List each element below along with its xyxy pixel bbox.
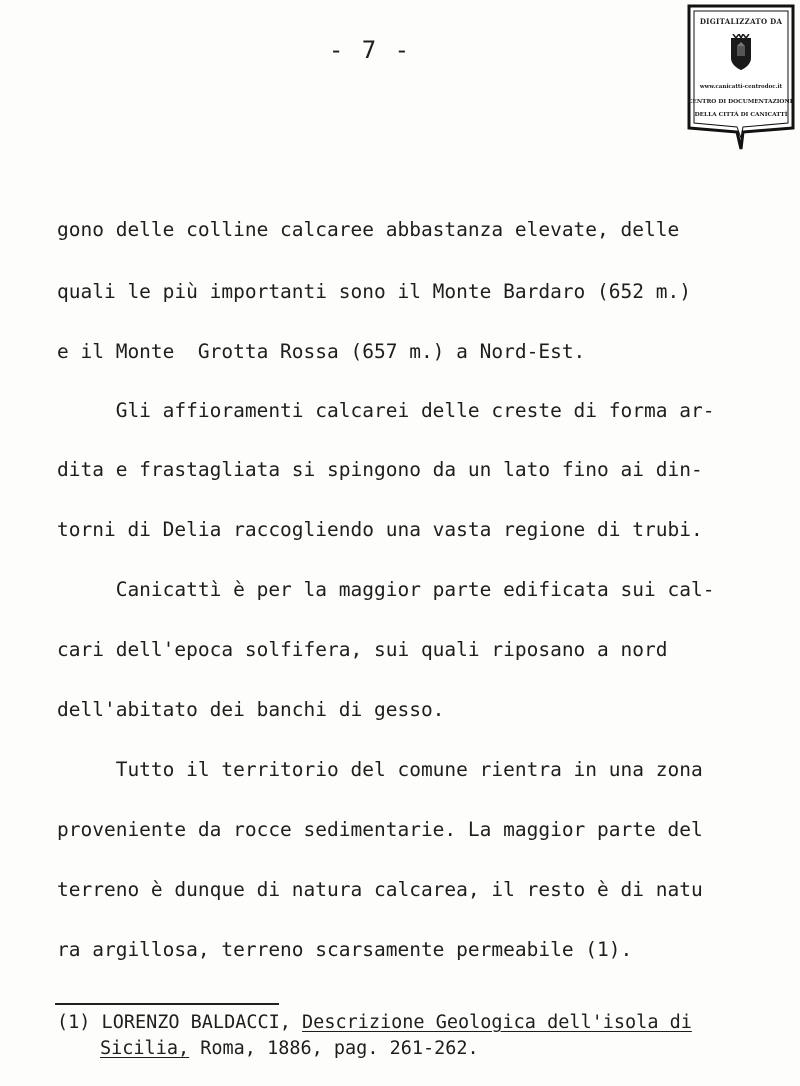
digitization-stamp (687, 4, 795, 150)
footnote-title-part1: Descrizione Geologica dell'isola di (302, 1012, 692, 1033)
stamp-org-line-1: CENTRO DI DOCUMENTAZIONE (687, 99, 795, 105)
body-line: Gli affioramenti calcarei delle creste di forma ar- (57, 399, 715, 422)
footnote-author: (1) LORENZO BALDACCI, (57, 1012, 303, 1033)
stamp-org-line-2: DELLA CITTÀ DI CANICATTÌ (694, 112, 788, 118)
body-line: Canicattì è per la maggior parte edificata sui cal- (57, 578, 715, 601)
body-line: cari dell'epoca solfifera, sui quali riposano a nord (57, 638, 668, 661)
footnote-line-2 (100, 1038, 479, 1060)
stamp-title: DIGITALIZZATO DA (699, 17, 783, 26)
footnote-publication: Roma, 1886, pag. 261-262. (189, 1038, 479, 1059)
body-line: dita e frastagliata si spingono da un lato fino ai din- (57, 458, 703, 481)
body-line: quali le più importanti sono il Monte Bardaro (652 m.) (57, 280, 691, 303)
body-line: e il Monte Grotta Rossa (657 m.) a Nord-Est. (57, 340, 586, 363)
body-line: Tutto il territorio del comune rientra in una zona (57, 758, 703, 781)
stamp-url: www.canicatti-centrodoc.it (699, 84, 783, 90)
body-line: terreno è dunque di natura calcarea, il resto è di natu (57, 878, 703, 901)
body-line: dell'abitato dei banchi di gesso. (57, 698, 445, 721)
body-line: ra argillosa, terreno scarsamente permeabile (1). (57, 938, 633, 961)
page-number: - 7 - (328, 36, 412, 64)
city-crest-icon (729, 34, 753, 72)
footnote-title-part2: Sicilia, (100, 1038, 190, 1059)
footnote-rule (55, 1003, 279, 1005)
footnote-line-1 (57, 1012, 692, 1034)
body-line: proveniente da rocce sedimentarie. La maggior parte del (57, 818, 703, 841)
body-line: gono delle colline calcaree abbastanza elevate, delle (57, 218, 680, 241)
body-line: torni di Delia raccogliendo una vasta regione di trubi. (57, 518, 703, 541)
